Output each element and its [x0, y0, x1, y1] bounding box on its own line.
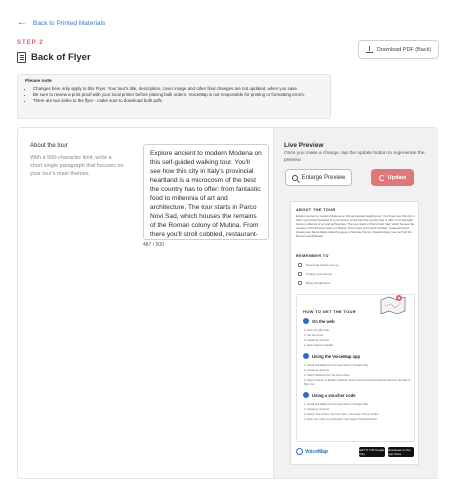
flyer-step: 3. Create an account — [304, 339, 329, 342]
globe-icon — [303, 318, 309, 324]
voicemap-logo — [296, 448, 328, 455]
battery-icon — [298, 272, 302, 276]
enlarge-preview-label: Enlarge Preview — [301, 174, 346, 181]
download-pdf-button[interactable] — [358, 40, 439, 59]
flyer-step: 1. Install VoiceMap from the App Store or Google Play — [304, 403, 369, 406]
flyer-how-heading: HOW TO GET THE TOUR — [303, 309, 356, 314]
flyer-step: 3. Select 'Use Codes' from the menu, then enter Promo Codes — [304, 413, 379, 416]
flyer-remember-item — [298, 272, 332, 276]
flyer-web-section — [303, 318, 335, 324]
flyer-step: 4. Select Ancient to Modern Modena: Food, Ferraris and Romanic Architecture and tap on Buy now — [304, 379, 411, 386]
voicemap-logo-icon — [296, 448, 303, 455]
note-item: • Be sure to review a print proof with your local printer before placing bulk orders. VoiceMap is not responsible for printing or formatting errors. — [33, 92, 323, 98]
flyer-web-heading: On the web — [312, 318, 335, 324]
note-list — [25, 86, 323, 104]
flyer-preview[interactable] — [290, 201, 419, 465]
about-tour-label: About the tour — [30, 143, 68, 149]
google-play-badge: GET IT ON Google Play — [359, 448, 385, 456]
note-item: • There are two sides to the flyer - make sure to download both pdfs. — [33, 98, 323, 104]
live-preview-panel — [273, 128, 438, 478]
headphones-icon — [298, 281, 302, 285]
flyer-app-heading: Using the VoiceMap app — [312, 353, 361, 359]
arrow-left-icon: ← — [17, 17, 27, 28]
map-pin-icon — [379, 292, 407, 314]
about-tour-textarea[interactable]: Explore ancient to modern Modena on this self-guided walking tour. You'll see how this city in Italy's provincial heartland is a microcosm of the best the country has to offer: from fantastic food to millennia of art and architecture. The tour starts in Parco Novi Sad, which houses the remains of the Roman colony of Mutina. From there you'll stroll cobbled, restaurant- — [143, 144, 269, 240]
update-label: Update — [387, 174, 407, 181]
live-preview-title: Live Preview — [284, 142, 324, 149]
flyer-step: 2. Tap the arrow — [304, 334, 324, 337]
page-title-row — [17, 52, 91, 63]
phone-icon — [303, 353, 309, 359]
refresh-icon — [379, 175, 385, 181]
note-box — [17, 74, 331, 119]
note-item: • Changes here only apply to this Flyer. Your tour's title, description, cover image and other final changes are not updated, when you save. — [33, 86, 323, 92]
note-title: Please note — [25, 79, 52, 84]
flyer-voucher-section — [303, 392, 356, 398]
flyer-step: 2. Create an account — [304, 408, 329, 411]
flyer-step: 3. Select Modena from the list of cities — [304, 374, 350, 377]
editor-left — [18, 128, 273, 478]
flyer-remember-item — [298, 281, 330, 285]
flyer-about-text: Explore ancient to modern Modena on this self-guided walking tour. You'll see how this city in Italy's provincial heartland is a microcosm of the best the country has to offer: from fantastic food to millennia of art and architecture. The tour starts in Parco Novi Sad, which houses the remains of the Roman colony of Mutina. From there you'll stroll cobbled, restaurant-lined streets past Santa Maria della Pomposa to Mercato Storico. Details where you can find the Roman amphitheatre — [296, 214, 415, 238]
download-icon — [298, 263, 302, 267]
flyer-remember-text: Charge your device — [306, 272, 333, 276]
voicemap-logo-text: VoiceMap — [305, 448, 328, 455]
flyer-step: 4. Enter payment details — [304, 344, 333, 347]
flyer-step: 1. Install VoiceMap from the App Store or Google Play — [304, 364, 369, 367]
editor-panel — [17, 127, 438, 479]
flyer-step: 1. Scan the QR code — [304, 329, 329, 332]
page-title: Back of Flyer — [31, 52, 91, 63]
enlarge-preview-button[interactable] — [285, 169, 352, 186]
magnifier-icon — [292, 175, 298, 181]
flyer-remember-heading: REMEMBER TO — [296, 254, 329, 258]
flyer-remember-item — [298, 263, 339, 267]
download-pdf-label: Download PDF (Back) — [376, 46, 432, 53]
update-button[interactable] — [371, 169, 414, 186]
flyer-how-box — [296, 294, 415, 442]
download-icon — [366, 46, 373, 53]
about-tour-help: With a 500-character limit, write a short single paragraph that focuses on your tour's main themes. — [30, 155, 124, 177]
back-link-label: Back to Printed Materials — [33, 19, 106, 27]
step-label: STEP 2 — [17, 40, 44, 46]
flyer-step: 4. Enter the code you purchased, then select 'Download Now' — [304, 418, 378, 421]
character-counter: 487 / 500 — [143, 242, 164, 248]
app-store-badge: Download on the App Store — [388, 447, 414, 457]
flyer-remember-text: Bring headphones — [306, 281, 331, 285]
back-link[interactable] — [17, 18, 105, 28]
flyer-about-heading: ABOUT THE TOUR — [296, 208, 336, 212]
flyer-remember-text: Download before you go — [306, 263, 339, 267]
flyer-app-section — [303, 353, 360, 359]
live-preview-help: Once you make a change, tap the update button to regenerate the preview. — [284, 151, 425, 163]
ticket-icon — [303, 392, 309, 398]
flyer-voucher-heading: Using a voucher code — [312, 392, 356, 398]
document-icon — [17, 52, 26, 63]
flyer-step: 2. Create an account — [304, 369, 329, 372]
